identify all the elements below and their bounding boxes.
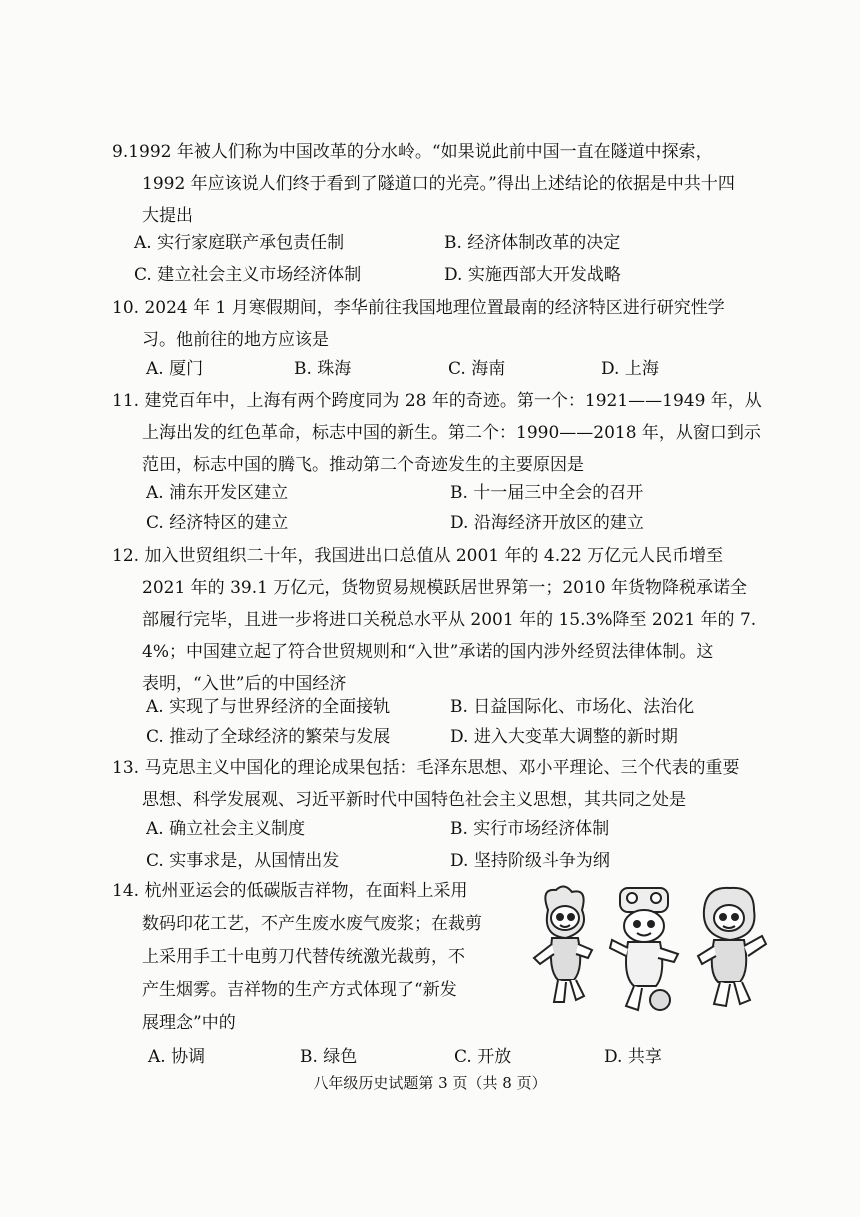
question-9-line-2: 1992 年应该说人们终于看到了隧道口的光亮。”得出上述结论的依据是中共十四 [142,174,735,194]
mascot-illustration [518,880,773,1025]
question-13-line-2: 思想、科学发展观、习近平新时代中国特色社会主义思想，其共同之处是 [142,790,686,810]
option-c: C. 推动了全球经济的繁荣与发展 [146,727,391,747]
option-d: D. 实施西部大开发战略 [444,265,621,285]
option-b: B. 十一届三中全会的召开 [450,483,644,503]
option-a: A. 实现了与世界经济的全面接轨 [146,697,391,717]
question-14-line-2: 数码印花工艺，不产生废水废气废浆；在裁剪 [142,914,482,934]
option-a: A. 浦东开发区建立 [146,483,289,503]
option-d: D. 共享 [604,1047,662,1067]
option-d: D. 进入大变革大调整的新时期 [450,727,678,747]
question-12 [112,540,772,700]
question-14-line-3: 上采用手工十电剪刀代替传统激光裁剪，不 [142,947,465,967]
question-11-line-2: 上海出发的红色革命，标志中国的新生。第二个：1990——2018 年，从窗口到示 [142,423,761,443]
question-14-line-5: 展理念”中的 [142,1013,236,1033]
question-12-line-2: 2021 年的 39.1 万亿元，货物贸易规模跃居世界第一；2010 年货物降税承诺全 [142,578,747,598]
option-b: B. 经济体制改革的决定 [444,233,621,253]
question-14 [112,875,512,1040]
question-10 [112,292,772,356]
option-d: D. 沿海经济开放区的建立 [450,513,644,533]
option-b: B. 日益国际化、市场化、法治化 [450,697,695,717]
option-a: A. 实行家庭联产承包责任制 [134,233,345,253]
option-b: B. 珠海 [294,359,352,379]
question-13-line-1: 13. 马克思主义中国化的理论成果包括：毛泽东思想、邓小平理论、三个代表的重要 [112,758,740,778]
option-c: C. 建立社会主义市场经济体制 [134,265,362,285]
option-a: A. 确立社会主义制度 [146,819,306,839]
option-a: A. 厦门 [146,359,204,379]
question-9-line-3: 大提出 [142,206,193,226]
question-9-line-1: 9.1992 年被人们称为中国改革的分水岭。“如果说此前中国一直在隧道中探索， [112,142,713,162]
question-9 [112,136,772,232]
question-13 [112,752,772,816]
mascot-left [534,886,592,1002]
question-10-line-2: 习。他前往的地方应该是 [142,330,329,350]
question-11-line-1: 11. 建党百年中，上海有两个跨度同为 28 年的奇迹。第一个：1921——1949 年，从 [112,391,762,411]
question-14-line-1: 14. 杭州亚运会的低碳版吉祥物，在面料上采用 [112,881,468,901]
option-c: C. 海南 [448,359,506,379]
question-14-line-4: 产生烟雾。吉祥物的生产方式体现了“新发 [142,980,457,1000]
option-d: D. 上海 [601,359,659,379]
mascot-right [698,888,766,1006]
option-d: D. 坚持阶级斗争为纲 [450,851,610,871]
option-c: C. 实事求是，从国情出发 [146,851,340,871]
mascot-middle [610,888,678,1010]
option-c: C. 经济特区的建立 [146,513,289,533]
question-12-line-5: 表明，“入世”后的中国经济 [142,674,347,694]
option-b: B. 实行市场经济体制 [450,819,610,839]
question-12-line-3: 部履行完毕，且进一步将进口关税总水平从 2001 年的 15.3%降至 2021 年的 7. [142,610,757,630]
question-10-line-1: 10. 2024 年 1 月寒假期间，李华前往我国地理位置最南的经济特区进行研究性学 [112,298,725,318]
question-12-line-1: 12. 加入世贸组织二十年，我国进出口总值从 2001 年的 4.22 万亿元人民币增至 [112,546,724,566]
question-11-line-3: 范田，标志中国的腾飞。推动第二个奇迹发生的主要原因是 [142,455,584,475]
page-footer: 八年级历史试题第 3 页（共 8 页） [313,1074,547,1092]
option-c: C. 开放 [454,1047,512,1067]
option-a: A. 协调 [148,1047,206,1067]
option-b: B. 绿色 [300,1047,358,1067]
question-11 [112,385,772,481]
question-12-line-4: 4%；中国建立起了符合世贸规则和“入世”承诺的国内涉外经贸法律体制。这 [142,642,714,662]
